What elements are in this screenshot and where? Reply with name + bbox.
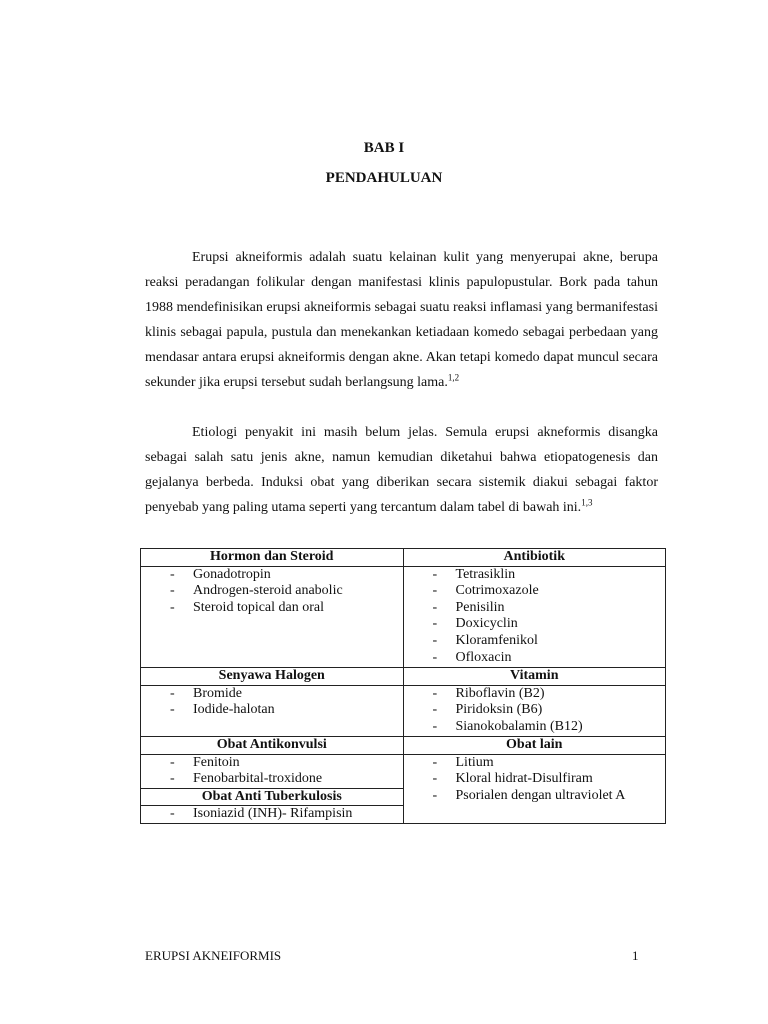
list-item-text: Ofloxacin <box>455 649 512 665</box>
dash-bullet: - <box>432 566 438 582</box>
list-item-text: Tetrasiklin <box>455 566 516 582</box>
list-item-text: Bromide <box>193 685 242 701</box>
dash-bullet: - <box>170 702 175 718</box>
page-number: 1 <box>632 948 639 963</box>
dash-bullet: - <box>432 754 438 770</box>
list-item <box>404 600 666 617</box>
list-item-text: Litium <box>455 754 494 770</box>
dash-bullet: - <box>432 771 438 787</box>
dash-bullet: - <box>170 583 175 599</box>
cell-header: Hormon dan Steroid <box>141 549 403 567</box>
dash-bullet: - <box>170 599 175 615</box>
paragraph-2-text: Etiologi penyakit ini masih belum jelas. Semula erupsi akneformis disangka sebagai salah satu jenis akne, namun kemudian diketahui bahwa etiopatogenesis dan gejalanya berbeda. Induksi obat yang diberikan secara sistemik diakui sebagai faktor penyebab yang paling utama seperti yang tercantum dalam tabel di bawah ini. <box>145 425 658 515</box>
list-item <box>141 600 403 617</box>
dash-bullet: - <box>432 632 438 648</box>
list-item-text: Kloral hidrat-Disulfiram <box>455 771 593 787</box>
item-list <box>404 686 666 736</box>
item-list <box>404 755 666 805</box>
cell-header: Antibiotik <box>404 549 666 567</box>
cell-header: Obat lain <box>404 737 666 755</box>
list-item <box>404 583 666 600</box>
dash-bullet: - <box>432 616 438 632</box>
footer-title: ERUPSI AKNEIFORMIS <box>145 948 282 963</box>
list-item-text: Psorialen dengan ultraviolet A <box>455 787 626 803</box>
item-list <box>141 686 403 719</box>
list-item <box>404 755 666 772</box>
table-cell <box>403 549 666 668</box>
list-item <box>141 806 403 823</box>
list-item-text: Steroid topical dan oral <box>193 599 325 615</box>
paragraph-2-ref: 1,3 <box>581 497 593 508</box>
list-item <box>404 633 666 650</box>
list-item <box>404 788 666 805</box>
list-item-text: Penisilin <box>455 599 505 615</box>
table-row <box>141 549 666 668</box>
item-list <box>141 755 403 788</box>
drug-table <box>140 548 666 824</box>
table-cell <box>141 549 404 668</box>
dash-bullet: - <box>432 787 438 803</box>
cell-header: Obat Antikonvulsi <box>141 737 403 755</box>
table-cell <box>403 668 666 737</box>
list-item <box>141 583 403 600</box>
paragraph-1-text: Erupsi akneiformis adalah suatu kelainan kulit yang menyerupai akne, berupa reaksi peradangan folikular dengan manifestasi klinis papulopustular. Bork pada tahun 1988 mendefinisikan erupsi akneiformis sebagai suatu reaksi inflamasi yang bermanifestasi klinis sebagai papula, pustula dan menekankan ketiadaan komedo sebagai perbedaan yang mendasar antara erupsi akneiformis dengan akne. Akan tetapi komedo dapat muncul secara sekunder jika erupsi tersebut sudah berlangsung lama. <box>145 250 658 390</box>
item-list <box>141 806 403 823</box>
dash-bullet: - <box>432 583 438 599</box>
dash-bullet: - <box>170 806 175 822</box>
dash-bullet: - <box>432 599 438 615</box>
list-item <box>404 719 666 736</box>
list-item-text: Fenobarbital-troxidone <box>193 771 323 787</box>
list-item <box>404 616 666 633</box>
paragraph-1 <box>145 245 658 395</box>
dash-bullet: - <box>432 649 438 665</box>
paragraph-2 <box>145 420 658 520</box>
dash-bullet: - <box>170 685 175 701</box>
table-row <box>141 668 666 737</box>
list-item <box>141 567 403 584</box>
table-row <box>141 737 666 824</box>
dash-bullet: - <box>170 754 175 770</box>
list-item <box>141 702 403 719</box>
dash-bullet: - <box>432 718 438 734</box>
list-item <box>404 686 666 703</box>
list-item <box>404 771 666 788</box>
dash-bullet: - <box>170 566 175 582</box>
list-item-text: Cotrimoxazole <box>455 583 539 599</box>
cell-header: Vitamin <box>404 668 666 686</box>
cell-header: Senyawa Halogen <box>141 668 403 686</box>
dash-bullet: - <box>432 702 438 718</box>
paragraph-1-ref: 1,2 <box>447 372 460 383</box>
chapter-subtitle: PENDAHULUAN <box>325 170 443 186</box>
list-item-text: Fenitoin <box>193 754 240 770</box>
list-item-text: Gonadotropin <box>193 566 271 582</box>
table-cell <box>403 737 666 824</box>
dash-bullet: - <box>432 685 438 701</box>
item-list <box>404 567 666 667</box>
list-item-text: Doxicyclin <box>455 616 518 632</box>
list-item-text: Iodide-halotan <box>193 702 275 718</box>
table-cell <box>141 737 404 824</box>
list-item <box>141 686 403 703</box>
list-item-text: Riboflavin (B2) <box>455 685 545 701</box>
list-item <box>141 771 403 788</box>
dash-bullet: - <box>170 771 175 787</box>
table-cell <box>141 668 404 737</box>
chapter-title: BAB I <box>363 140 405 156</box>
list-item <box>404 567 666 584</box>
list-item <box>404 702 666 719</box>
item-list <box>141 567 403 617</box>
list-item-text: Kloramfenikol <box>455 632 538 648</box>
list-item <box>404 650 666 667</box>
list-item-text: Isoniazid (INH)- Rifampisin <box>193 806 353 822</box>
cell-subheader: Obat Anti Tuberkulosis <box>141 788 403 807</box>
list-item-text: Sianokobalamin (B12) <box>455 718 583 734</box>
list-item-text: Androgen-steroid anabolic <box>193 583 343 599</box>
list-item <box>141 755 403 772</box>
list-item-text: Piridoksin (B6) <box>455 702 543 718</box>
